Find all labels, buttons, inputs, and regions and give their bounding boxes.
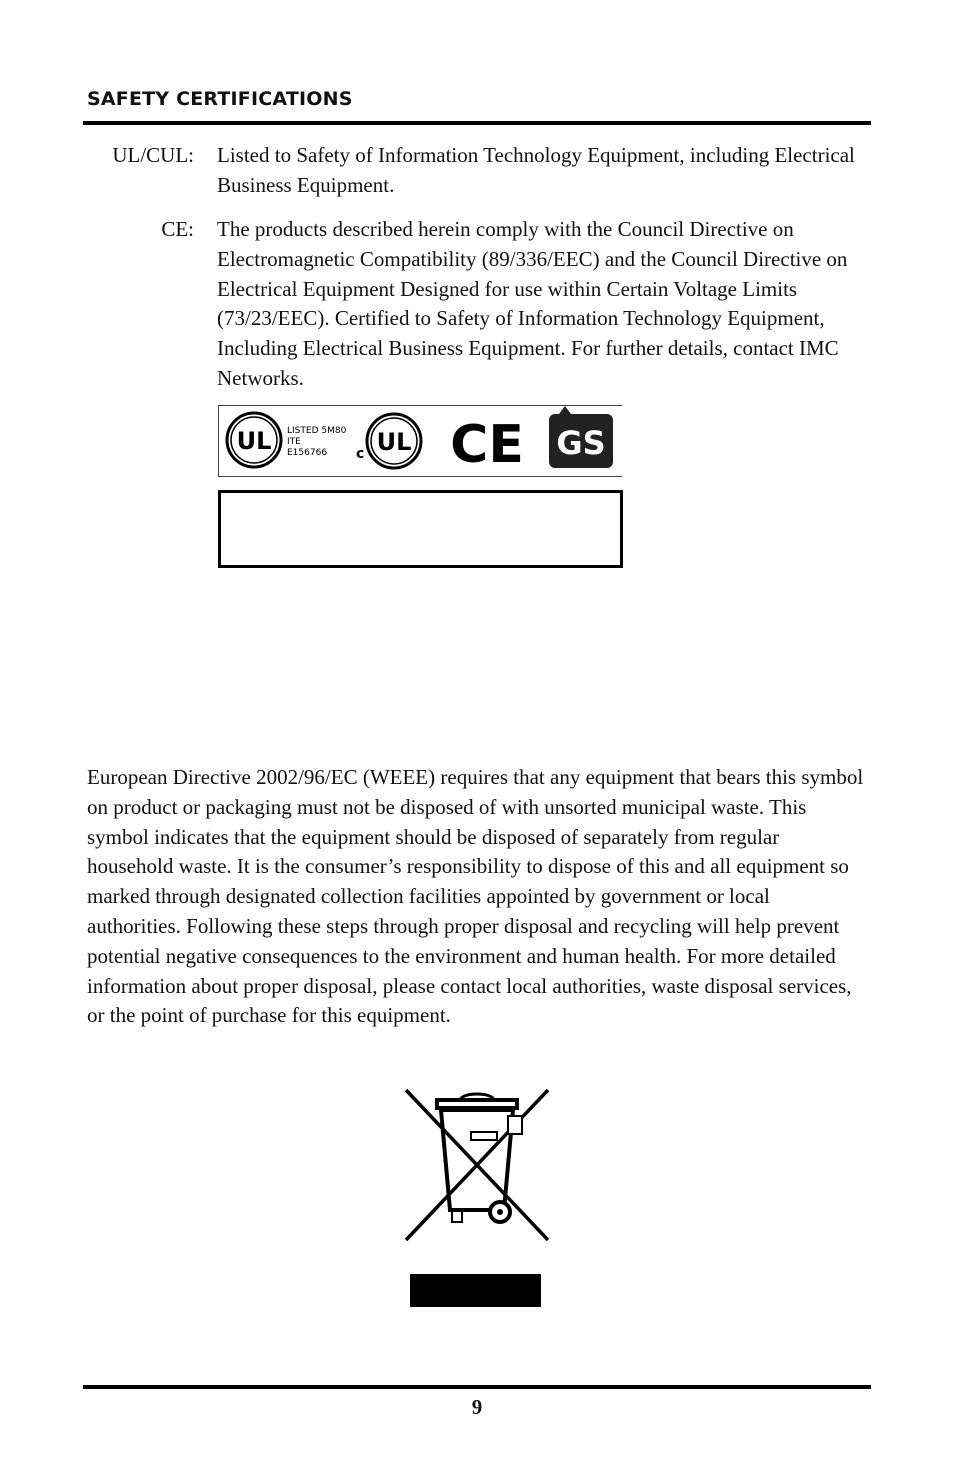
weee-paragraph: European Directive 2002/96/EC (WEEE) requires that any equipment that bears this symbol on product or packaging must not be disposed of with unsorted municipal waste. This symbol indicates that the equipment should be disposed of separately from regular household waste. It is the consumer’s responsibility to dispose of this and all equipment so marked through designated collection facilities appointed by government or local authorities. Following these steps through proper disposal and recycling will help prevent potential negative consequences to the environment and human health. For more detailed information about proper disposal, please contact local authorities, waste disposal services, or the point of purchase for this equipment. xyxy=(87,765,864,1028)
weee-underline-bar xyxy=(410,1274,541,1307)
cul-logo xyxy=(356,414,421,468)
ul-mark: UL xyxy=(236,427,272,455)
crossed-out-wheelie-bin-icon xyxy=(400,1086,554,1251)
ce-logo xyxy=(450,415,524,475)
page-number: 9 xyxy=(471,1395,483,1419)
blank-label-box xyxy=(218,490,623,568)
cert-text: Listed to Safety of Information Technology Equipment, including Electrical Business Equipment. xyxy=(217,143,855,197)
gs-mark: GS xyxy=(556,424,606,462)
listing-line: ITE xyxy=(287,437,301,447)
cert-label: CE: xyxy=(161,217,194,241)
listing-line: E156766 xyxy=(287,448,328,458)
ce-mark: CE xyxy=(450,415,524,475)
ul-logo xyxy=(227,413,281,467)
certification-logo-strip xyxy=(218,405,622,477)
cert-label: UL/CUL: xyxy=(112,143,194,167)
footer-rule xyxy=(83,1385,871,1389)
cert-text: The products described herein comply with the Council Directive on Electromagnetic Compatibility (89/336/EEC) and the Council Directive on Electrical Equipment Designed for use within Certain Voltage Limits (73/23/EEC). Certified to Safety of Information Technology Equipment, Including Electrical Business Equipment. For further details, contact IMC Networks. xyxy=(217,217,848,390)
cul-prefix: c xyxy=(356,446,365,462)
cul-mark: UL xyxy=(376,428,412,456)
ul-listing-text xyxy=(287,426,347,458)
listing-line: LISTED 5M80 xyxy=(287,426,347,436)
section-heading: SAFETY CERTIFICATIONS xyxy=(87,88,353,110)
header-rule xyxy=(83,121,871,125)
gs-logo xyxy=(549,406,613,468)
